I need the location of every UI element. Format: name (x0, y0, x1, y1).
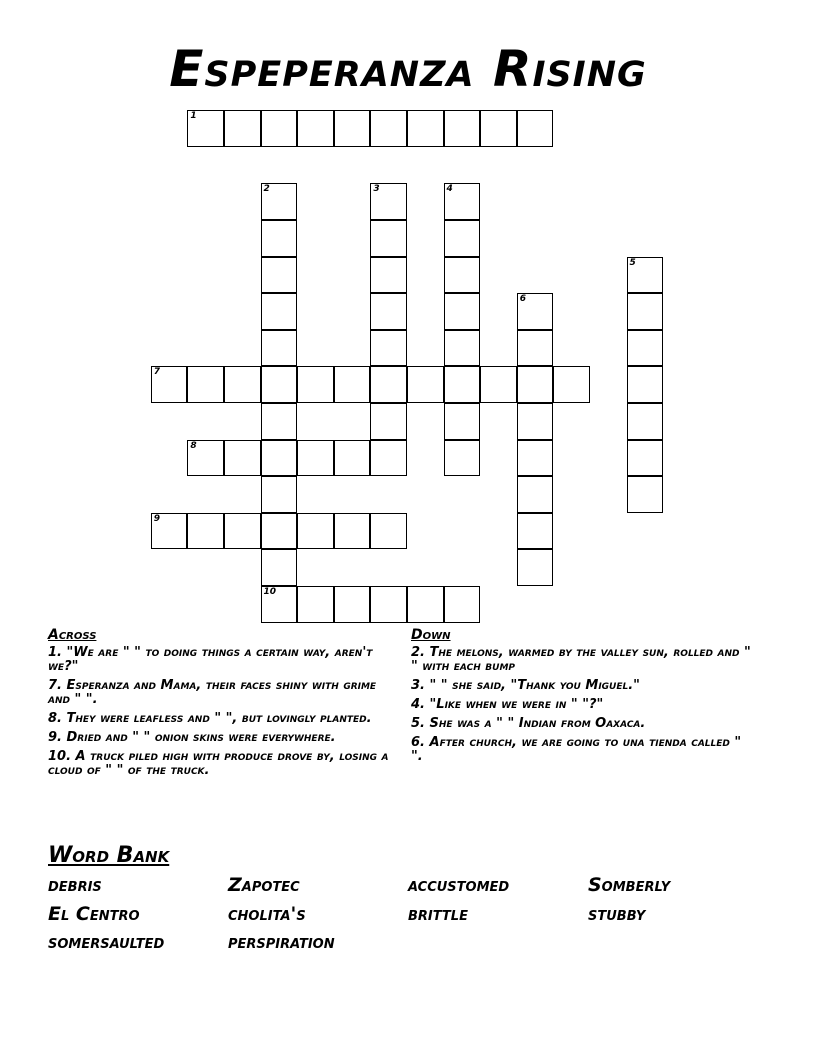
word-bank-item: Zapotec (228, 874, 300, 896)
grid-cell[interactable] (297, 366, 334, 403)
down-clue-4: 4. "Like when we were in " "?" (411, 697, 604, 712)
grid-cell[interactable] (627, 330, 664, 367)
grid-cell[interactable] (334, 366, 371, 403)
grid-cell[interactable] (444, 366, 481, 403)
grid-cell[interactable] (407, 586, 444, 623)
word-bank-item: brittle (408, 903, 468, 925)
grid-cell[interactable] (261, 513, 298, 550)
grid-cell[interactable] (627, 403, 664, 440)
grid-cell[interactable] (187, 513, 224, 550)
grid-cell[interactable] (297, 586, 334, 623)
grid-cell[interactable] (261, 586, 298, 623)
clue-number: 6 (519, 294, 527, 305)
across-clue-8: 8. They were leafless and " ", but lovingly planted. (48, 711, 372, 726)
grid-cell[interactable] (261, 257, 298, 294)
grid-cell[interactable] (407, 366, 444, 403)
across-clue-10: 10. A truck piled high with produce drove by, losing a cloud of " " of the truck. (48, 749, 389, 778)
grid-cell[interactable] (517, 293, 554, 330)
grid-cell[interactable] (370, 440, 407, 477)
grid-cell[interactable] (627, 257, 664, 294)
grid-cell[interactable] (261, 440, 298, 477)
grid-cell[interactable] (517, 513, 554, 550)
grid-cell[interactable] (517, 330, 554, 367)
down-clues (411, 628, 756, 769)
grid-cell[interactable] (224, 513, 261, 550)
grid-cell[interactable] (370, 293, 407, 330)
grid-cell[interactable] (517, 549, 554, 586)
grid-cell[interactable] (297, 513, 334, 550)
grid-cell[interactable] (444, 586, 481, 623)
down-clue-6: 6. After church, we are going to una tienda called " ". (411, 735, 742, 764)
grid-cell[interactable] (444, 403, 481, 440)
grid-cell[interactable] (444, 110, 481, 147)
grid-cell[interactable] (261, 330, 298, 367)
grid-cell[interactable] (187, 110, 224, 147)
across-clue-7: 7. Esperanza and Mama, their faces shiny with grime and " ". (48, 678, 377, 707)
grid-cell[interactable] (480, 366, 517, 403)
word-bank-item: accustomed (408, 874, 510, 896)
grid-cell[interactable] (261, 476, 298, 513)
down-clue-3: 3. " " she said, "Thank you Miguel." (411, 678, 640, 693)
grid-cell[interactable] (370, 257, 407, 294)
word-bank-item: El Centro (48, 903, 140, 925)
grid-cell[interactable] (517, 366, 554, 403)
grid-cell[interactable] (261, 183, 298, 220)
grid-cell[interactable] (517, 110, 554, 147)
across-clue-1: 1. "We are " " to doing things a certain way, aren't we?" (48, 645, 373, 674)
clue-number: 5 (629, 257, 636, 268)
grid-cell[interactable] (553, 366, 590, 403)
grid-cell[interactable] (334, 513, 371, 550)
clue-number: 8 (190, 440, 197, 451)
grid-cell[interactable] (627, 366, 664, 403)
grid-cell[interactable] (261, 220, 298, 257)
grid-cell[interactable] (370, 586, 407, 623)
grid-cell[interactable] (627, 293, 664, 330)
grid-cell[interactable] (187, 366, 224, 403)
page-title: Espeperanza Rising (169, 40, 647, 98)
grid-cell[interactable] (627, 440, 664, 477)
word-bank-item: cholita's (228, 903, 306, 925)
clue-number: 10 (263, 587, 277, 598)
grid-cell[interactable] (370, 513, 407, 550)
grid-cell[interactable] (370, 110, 407, 147)
grid-cell[interactable] (187, 440, 224, 477)
grid-cell[interactable] (334, 110, 371, 147)
grid-cell[interactable] (297, 110, 334, 147)
grid-cell[interactable] (444, 183, 481, 220)
across-clue-9: 9. Dried and " " onion skins were everywhere. (48, 730, 336, 745)
grid-cell[interactable] (151, 366, 188, 403)
grid-cell[interactable] (407, 110, 444, 147)
grid-cell[interactable] (444, 257, 481, 294)
down-clue-5: 5. She was a " " Indian from Oaxaca. (411, 716, 646, 731)
grid-cell[interactable] (444, 293, 481, 330)
grid-cell[interactable] (261, 366, 298, 403)
down-clue-2: 2. The melons, warmed by the valley sun, rolled and " " with each bump (411, 645, 751, 674)
grid-cell[interactable] (261, 110, 298, 147)
grid-cell[interactable] (370, 220, 407, 257)
word-bank-item: somersaulted (48, 931, 165, 953)
grid-cell[interactable] (224, 440, 261, 477)
grid-cell[interactable] (370, 330, 407, 367)
grid-cell[interactable] (334, 440, 371, 477)
grid-cell[interactable] (627, 476, 664, 513)
grid-cell[interactable] (517, 476, 554, 513)
grid-cell[interactable] (334, 586, 371, 623)
grid-cell[interactable] (224, 110, 261, 147)
grid-cell[interactable] (370, 183, 407, 220)
grid-cell[interactable] (517, 403, 554, 440)
grid-cell[interactable] (261, 549, 298, 586)
clue-number: 7 (153, 367, 161, 378)
word-bank-item: debris (48, 874, 102, 896)
word-bank-heading: Word Bank (48, 843, 170, 868)
across-heading: Across (48, 627, 97, 643)
clue-number: 1 (190, 111, 197, 122)
clue-number: 2 (263, 184, 270, 195)
word-bank-item: stubby (588, 903, 646, 925)
down-heading: Down (411, 627, 451, 643)
word-bank-item: Somberly (588, 874, 671, 896)
clue-number: 4 (446, 184, 453, 195)
grid-cell[interactable] (370, 366, 407, 403)
across-clues (48, 628, 393, 783)
grid-cell[interactable] (444, 330, 481, 367)
grid-cell[interactable] (297, 440, 334, 477)
clue-number: 9 (153, 513, 161, 524)
grid-cell[interactable] (480, 110, 517, 147)
grid-cell[interactable] (261, 403, 298, 440)
grid-cell[interactable] (224, 366, 261, 403)
grid-cell[interactable] (444, 440, 481, 477)
grid-cell[interactable] (370, 403, 407, 440)
word-bank-item: perspiration (228, 931, 335, 953)
grid-cell[interactable] (517, 440, 554, 477)
grid-cell[interactable] (151, 513, 188, 550)
grid-cell[interactable] (444, 220, 481, 257)
grid-cell[interactable] (261, 293, 298, 330)
clue-number: 3 (373, 184, 380, 195)
